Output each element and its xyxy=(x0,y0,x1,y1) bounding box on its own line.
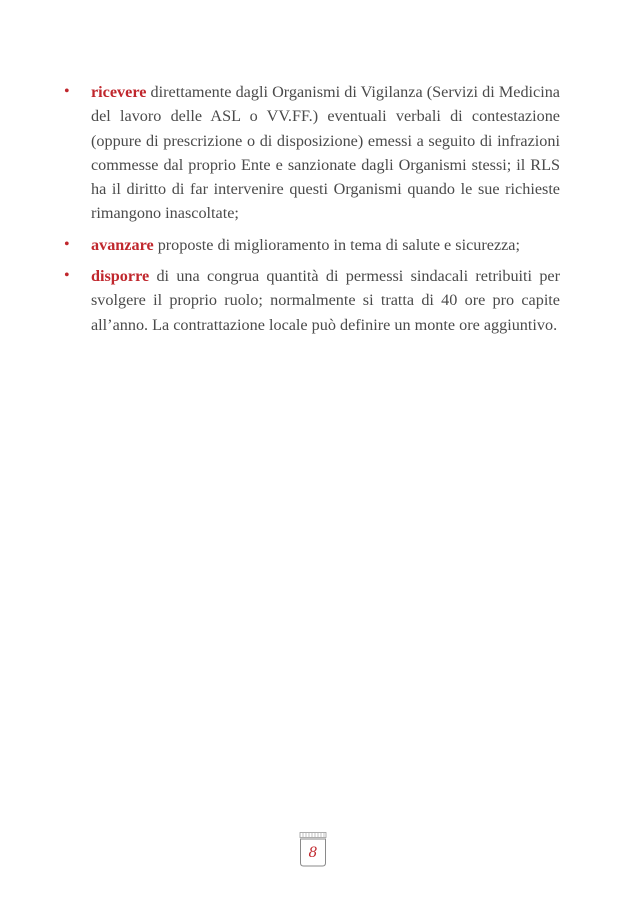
item-text: direttamente dagli Organismi di Vigilanza (Servizi di Medicina del lavoro delle ASL o VV.FF.) eventuali verbali di contestazione (oppure di prescrizione o di disposizione) emessi a seguito di infrazioni commesse dal proprio Ente e sanzionate dagli Organismi stessi; il RLS ha il diritto di far intervenire questi Organismi quando le sue richieste rimangono inascoltate; xyxy=(91,83,560,223)
bullet-icon: • xyxy=(64,235,70,253)
page-number-badge xyxy=(297,832,329,868)
bullet-icon: • xyxy=(64,83,70,100)
page-number: 8 xyxy=(308,845,318,861)
bullet-icon: • xyxy=(64,267,70,285)
bullet-list xyxy=(64,80,560,344)
list-item xyxy=(64,264,560,337)
list-item xyxy=(64,80,560,226)
item-keyword: ricevere xyxy=(91,83,147,101)
item-text: proposte di miglioramento in tema di salute e sicurezza; xyxy=(153,235,520,254)
list-item xyxy=(64,233,560,257)
item-text: di una congrua quantità di permessi sindacali retribuiti per svolgere il proprio ruolo; normalmente si tratta di 40 ore pro capite all’anno. La contrattazione locale può definire un monte ore aggiuntivo. xyxy=(91,267,560,334)
item-keyword: avanzare xyxy=(91,235,154,254)
item-keyword: disporre xyxy=(91,267,150,286)
